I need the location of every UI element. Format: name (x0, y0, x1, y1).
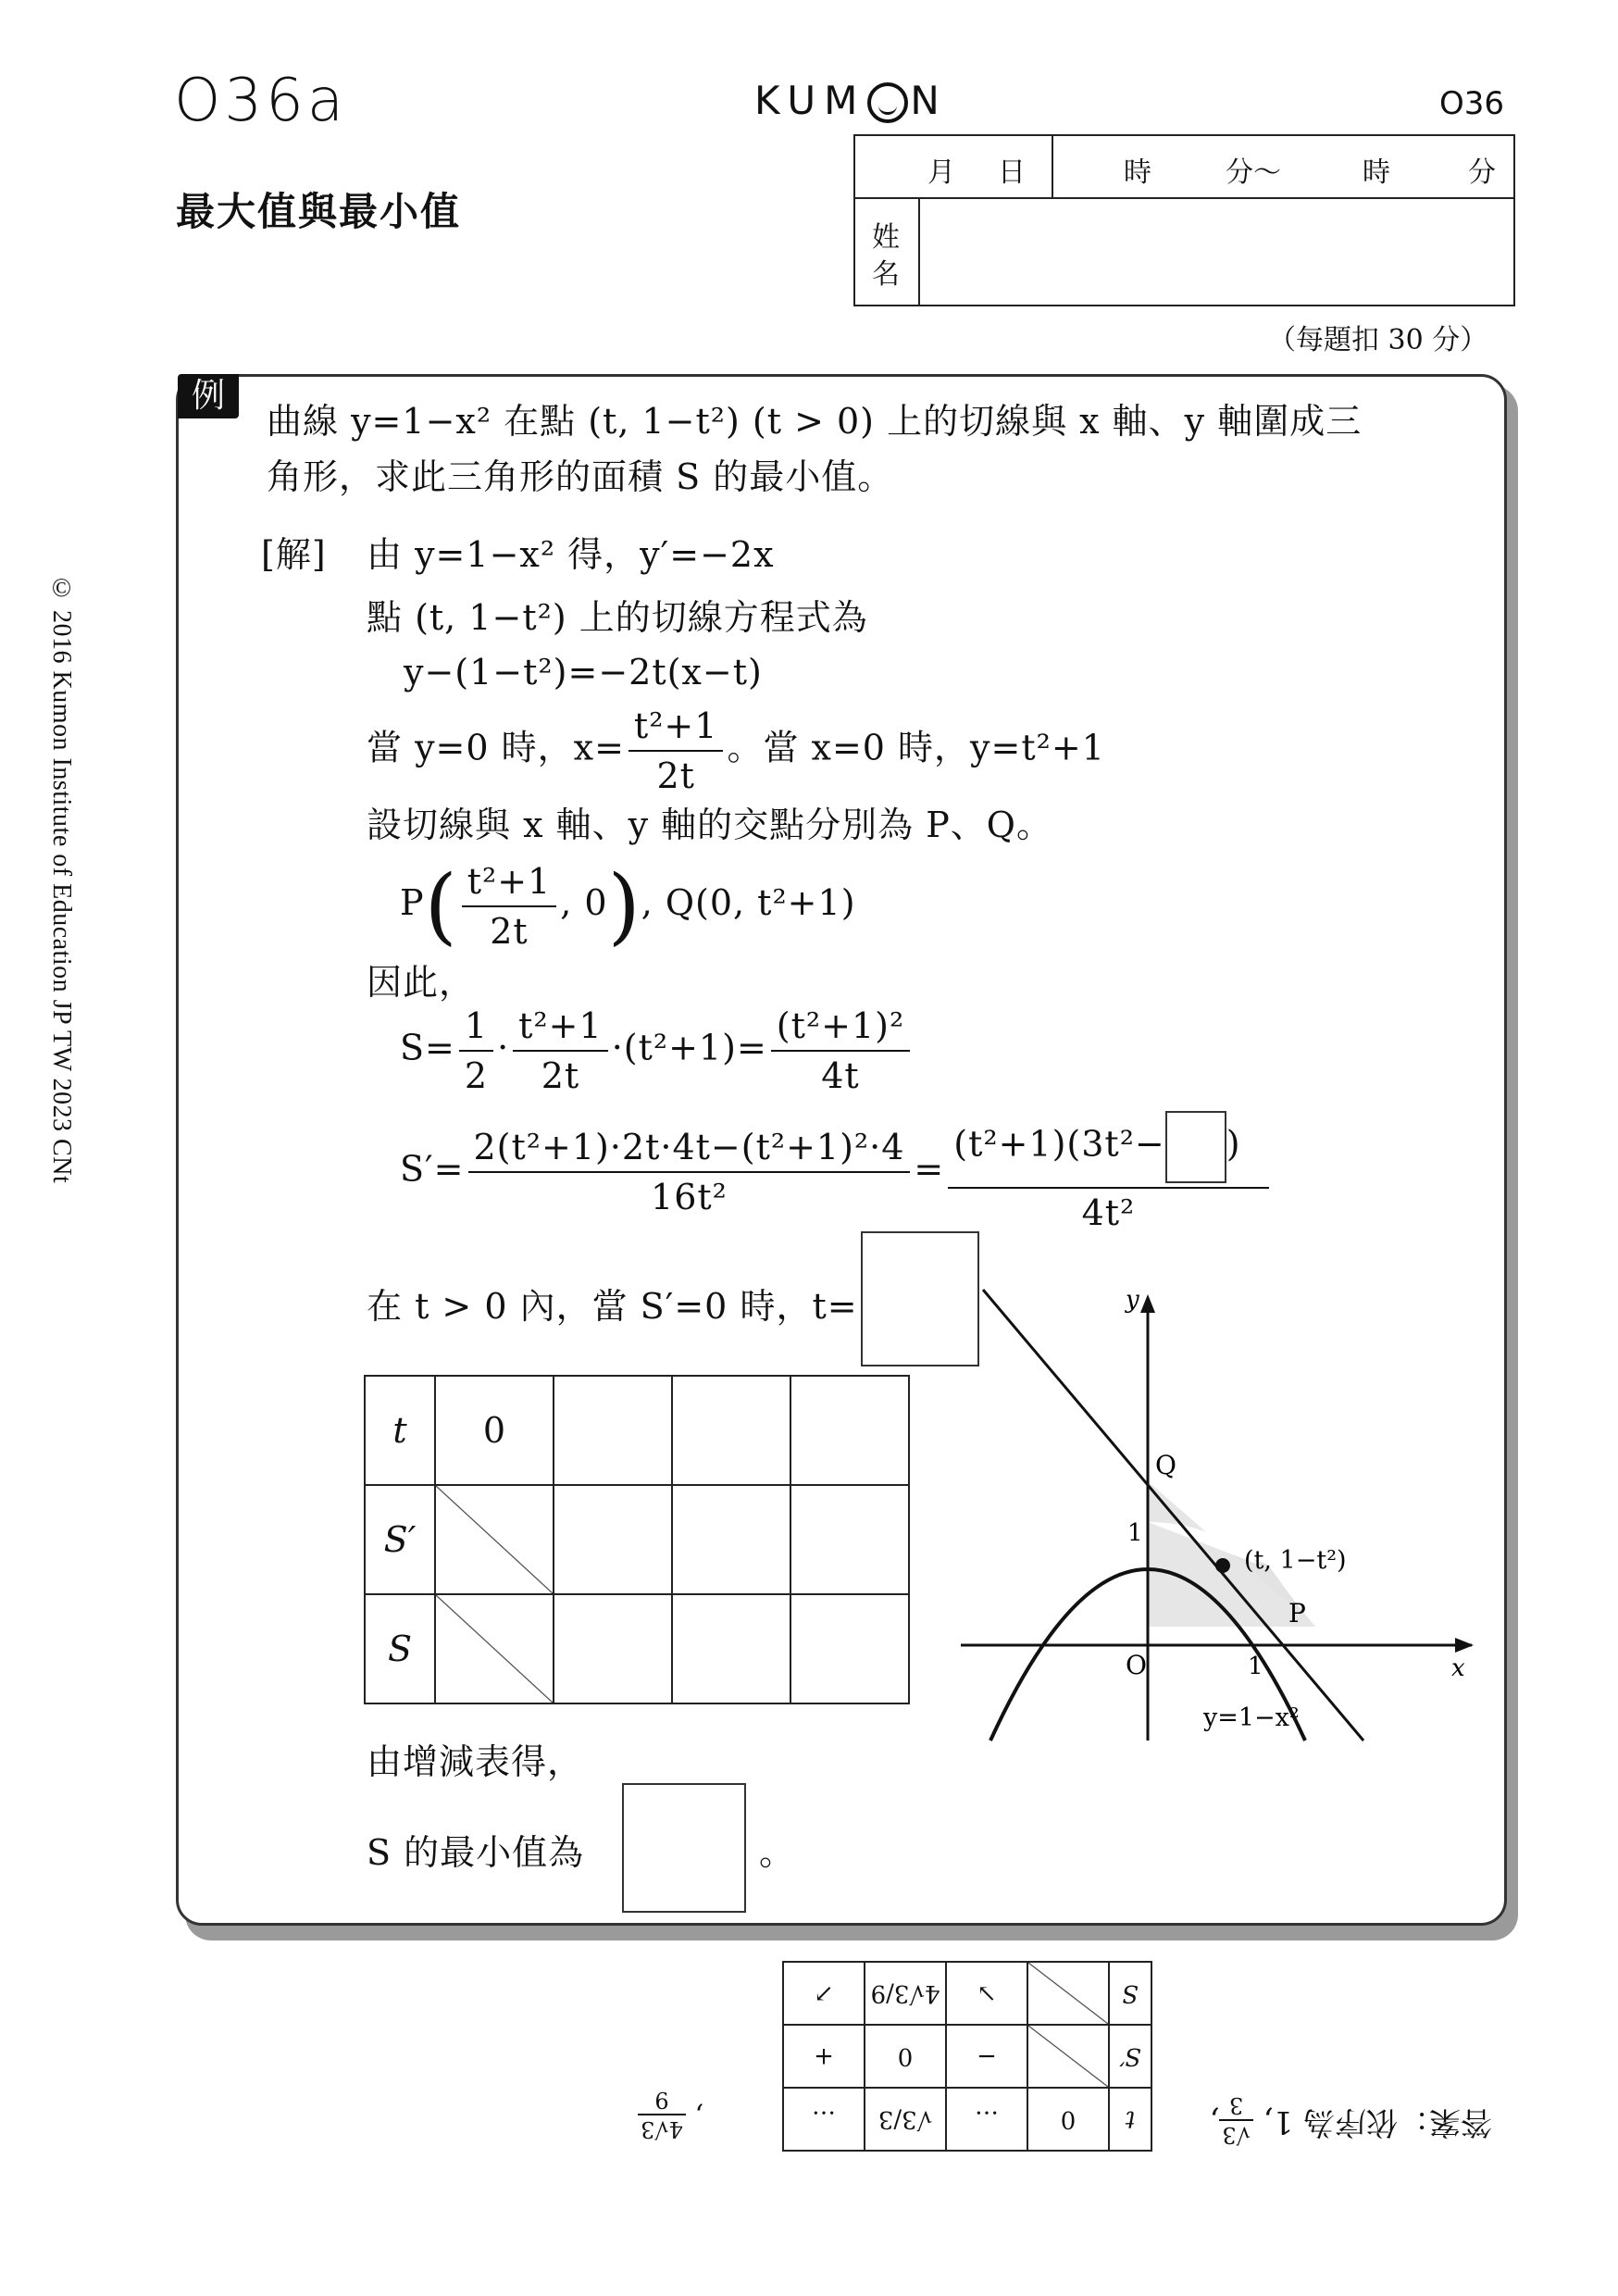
problem-line-2: 角形，求此三角形的面積 S 的最小值。 (267, 456, 894, 497)
answer-blank-1[interactable] (1165, 1111, 1226, 1183)
x-axis-arrow-icon (1455, 1638, 1474, 1653)
table-cell[interactable] (790, 1594, 909, 1703)
solution-step-12: S 的最小值為 (367, 1832, 585, 1873)
solution-step-2: 點 (t, 1−t²) 上的切線方程式為 (367, 597, 868, 638)
copyright: © 2016 Kumon Institute of Education JP TW 2023 CNt (47, 574, 76, 1184)
table-cell[interactable] (554, 1485, 672, 1594)
example-tag: 例 (178, 374, 239, 418)
hour-end-label: 時 (1363, 156, 1390, 189)
minute-end-label: 分 (1468, 156, 1496, 189)
solution-step-8: S= $\frac{1}{2}$ · $\frac{\text{t²+1}}{2t}$ ·(t²+1)= $\frac{\text{(t²+1)²}}{4t}$ (400, 1005, 914, 1096)
table-row (365, 1376, 909, 1485)
solution-step-6: P( $\frac{\text{t²+1}}{2t}$ , 0), Q(0, t²+1) (400, 857, 856, 955)
answer-table (782, 1961, 1152, 2152)
month-label: 月 (927, 156, 955, 189)
solution-step-11: 由增減表得， (367, 1741, 584, 1782)
name-label-1: 姓 (872, 221, 900, 254)
fraction-p-x: $\frac{\text{t²+1}}{2t}$ (462, 861, 557, 952)
solution-step-7: 因此， (367, 962, 476, 1003)
kumon-logo (754, 78, 948, 123)
solution-step-12-end: 。 (759, 1832, 796, 1873)
solution-step-10: 在 t > 0 內，當 S′=0 時，t= (367, 1286, 858, 1327)
table-cell[interactable] (790, 1485, 909, 1594)
origin-label: O (1126, 1650, 1147, 1680)
table-cell-slashed (435, 1594, 554, 1703)
problem-line-1: 曲線 y=1−x² 在點 (t, 1−t²) (t > 0) 上的切線與 x 軸、y 軸圍成三 (267, 401, 1363, 442)
table-row (365, 1485, 909, 1594)
variation-table (364, 1375, 910, 1704)
table-cell: t (365, 1376, 435, 1485)
fraction-x-intercept: $\frac{\text{t²+1}}{2t}$ (629, 705, 724, 796)
solution-step-4: 當 y=0 時，x= $\frac{\text{t²+1}}{2t}$ 。當 x=0 時，y=t²+1 (367, 705, 1105, 796)
brand-left: KUM (754, 78, 866, 123)
name-label-2: 名 (872, 258, 900, 291)
solution-step-1: 由 y=1−x² 得，y′=−2x (367, 534, 775, 575)
tangent-point-label: (t, 1−t²) (1244, 1546, 1347, 1575)
solution-label: [解] (261, 534, 327, 575)
tangent-line (983, 1290, 1363, 1741)
answer-key (583, 1935, 1509, 2166)
answer-label: 答案：依序為 1, √3 3 , (1209, 2092, 1492, 2148)
worksheet-code: O36a (174, 67, 348, 135)
y-one-label: 1 (1127, 1519, 1143, 1547)
page-code: O36 (1439, 85, 1505, 122)
curve-label: y=1−x² (1203, 1703, 1300, 1732)
day-label: 日 (998, 156, 1026, 189)
table-row: S ↘ 4√3/9 ↗ (783, 1962, 1151, 2025)
y-axis-arrow-icon (1140, 1294, 1155, 1313)
table-cell: S (365, 1594, 435, 1703)
table-cell[interactable] (672, 1594, 790, 1703)
parabola-graph (953, 1278, 1490, 1759)
answer-blank-3[interactable] (622, 1783, 746, 1913)
table-cell[interactable] (790, 1376, 909, 1485)
tangent-point (1215, 1558, 1230, 1573)
date-name-box (853, 134, 1515, 306)
answer-final: , 4√3 9 (638, 2087, 703, 2142)
brand-right: N (910, 78, 948, 123)
y-axis-label: y (1126, 1286, 1139, 1314)
table-cell: S′ (365, 1485, 435, 1594)
x-axis-label: x (1451, 1654, 1465, 1682)
table-cell[interactable] (672, 1485, 790, 1594)
point-p-label: P (1288, 1598, 1306, 1628)
table-row: t 0 … √3/3 … (783, 2088, 1151, 2151)
deduction-note: （每題扣 30 分） (1268, 324, 1488, 356)
table-cell[interactable] (554, 1376, 672, 1485)
solution-step-3: y−(1−t²)=−2t(x−t) (404, 652, 763, 693)
page-title: 最大值與最小值 (176, 189, 462, 234)
table-cell[interactable] (672, 1376, 790, 1485)
table-cell[interactable] (554, 1594, 672, 1703)
table-row (365, 1594, 909, 1703)
table-row: S′ − 0 + (783, 2025, 1151, 2088)
solution-step-9: S′= $\frac{\text{2(t²+1)·2t·4t−(t²+1)²·4}}{\text{16t²}}$ = $\frac{\text{(t²+1)(3t²− )}}{\text{4t²}}$ (400, 1111, 1273, 1233)
table-cell: 0 (435, 1376, 554, 1485)
point-q-label: Q (1155, 1450, 1176, 1480)
hour-start-label: 時 (1124, 156, 1151, 189)
table-cell-slashed (435, 1485, 554, 1594)
x-one-label: 1 (1248, 1653, 1263, 1680)
solution-step-5: 設切線與 x 軸、y 軸的交點分別為 P、Q。 (367, 805, 1052, 845)
minute-start-label: 分〜 (1226, 156, 1281, 189)
logo-face-icon (867, 82, 908, 123)
